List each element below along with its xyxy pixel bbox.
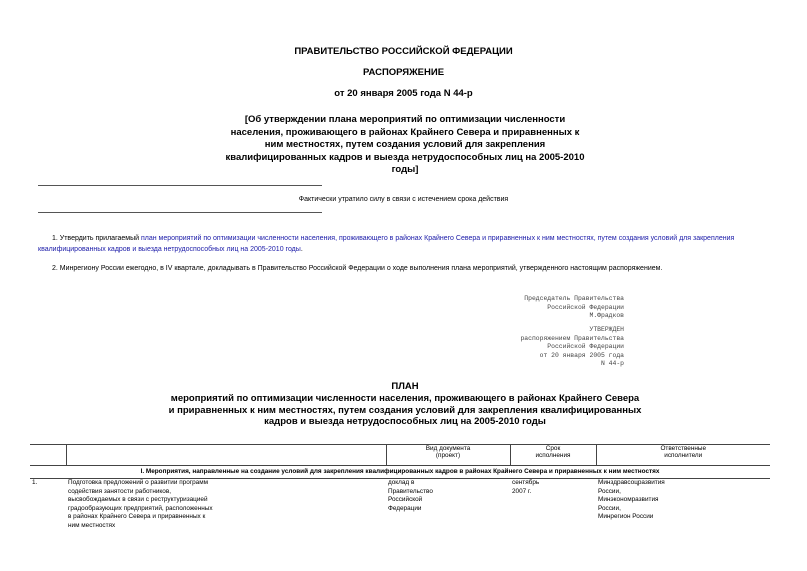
row-executors: [596, 479, 770, 531]
header-label: исполнители: [664, 452, 703, 459]
plan-subtitle-line: мероприятий по оптимизации численности населения, проживающего в районах Крайнего Севера: [170, 392, 640, 404]
plan-heading: [150, 381, 660, 428]
header-label: исполнения: [535, 452, 571, 459]
row-term: [510, 479, 596, 531]
section-row: [30, 466, 770, 479]
paragraph-1-end: .: [300, 245, 303, 253]
document-type: РАСПОРЯЖЕНИЕ: [362, 67, 445, 78]
doc-kind-line: Российской: [388, 496, 423, 504]
signature-line: М.Фрадков: [589, 312, 624, 320]
header-cell-doc-kind: [386, 445, 510, 466]
signature-line: Российской Федерации: [547, 303, 624, 311]
row-number: 1.: [32, 479, 38, 486]
executor-line: России,: [598, 504, 621, 512]
section-title: I. Мероприятия, направленные на создание условий для закрепления квалифицированных кадров в районах Крайнего Севера и приравненных к ним местностях: [30, 466, 770, 479]
row-measure: [66, 479, 386, 531]
executor-line: Минрегион России: [598, 513, 654, 521]
header-label: (проект): [435, 452, 461, 459]
header-label: Ответственные: [660, 445, 707, 452]
government-title: ПРАВИТЕЛЬСТВО РОССИЙСКОЙ ФЕДЕРАЦИИ: [294, 46, 513, 57]
doc-kind-line: Правительство: [388, 487, 433, 495]
doc-kind-line: Федерации: [388, 504, 422, 512]
measure-line: ним местностях: [68, 521, 116, 529]
divider: [38, 185, 322, 186]
plan-table: [30, 444, 770, 531]
measure-line: градообразующих предприятий, расположенных: [68, 504, 213, 512]
term-line: сентябрь: [512, 479, 540, 486]
executor-line: Минздравсоцразвития: [598, 479, 665, 486]
paragraph-1: [38, 234, 770, 255]
approval-line: УТВЕРЖДЕН: [589, 326, 624, 333]
header-cell-executors: [596, 445, 770, 466]
approval-block: [460, 326, 624, 369]
executor-line: России,: [598, 487, 621, 495]
executor-line: Минэкономразвития: [598, 496, 659, 504]
doc-kind-line: доклад в: [388, 479, 415, 486]
measure-line: содействия занятости работников,: [68, 487, 172, 495]
measure-line: Подготовка предложений о развитии программ: [68, 479, 209, 486]
paragraph-1-text: 1. Утвердить прилагаемый: [52, 235, 141, 242]
approval-line: распоряжением Правительства: [520, 334, 624, 342]
paragraph-2: 2. Минрегиону России ежегодно, в IV квартале, докладывать в Правительство Российской Федерации о ходе выполнения плана мероприятий, утвержденного настоящим распоряжением.: [52, 265, 663, 272]
plan-title: ПЛАН: [391, 381, 419, 392]
term-line: 2007 г.: [512, 487, 532, 495]
plan-subtitle-line: и приравненных к ним местностях, путем создания условий для закрепления квалифицированных: [168, 404, 642, 416]
header-label: Вид документа: [425, 445, 471, 452]
signature-block: [460, 295, 624, 321]
table-header: [30, 445, 770, 466]
measure-line: в районах Крайнего Севера и приравненных к: [68, 513, 206, 521]
plan-link[interactable]: план мероприятий по оптимизации численности населения, проживающего в районах Крайнего Севера и приравненных к ним местностях, путем создания условий для закрепления квалифицированных кадров и выезда нетрудоспособных лиц на 2005-2010 годы: [38, 235, 735, 253]
approval-line: от 20 января 2005 года: [539, 351, 624, 359]
header-cell-measure: [66, 445, 386, 466]
header-cell-num: [30, 445, 66, 466]
measure-line: высвобождаемых в связи с реструктуризацией: [68, 496, 208, 504]
divider: [38, 212, 322, 213]
header-cell-term: [510, 445, 596, 466]
plan-subtitle-line: кадров и выезда нетрудоспособных лиц на 2005-2010 годы: [264, 416, 546, 428]
header-label: Срок: [545, 445, 561, 452]
approval-line: Российской Федерации: [547, 343, 624, 351]
approval-line: N 44-р: [600, 360, 624, 368]
signature-line: Председатель Правительства: [524, 295, 624, 302]
document-subject: [Об утверждении плана мероприятий по оптимизации численности населения, проживающего в районах Крайнего Севера и приравненных к ним местностях, путем создания условий для закрепления квалифицированных кадров и выезда нетрудоспособных лиц на 2005-2010 годы]: [225, 114, 585, 175]
status-note: Фактически утратило силу в связи с истечением срока действия: [298, 196, 509, 203]
row-doc-kind: [386, 479, 510, 531]
table-row: [30, 479, 770, 531]
document-date: от 20 января 2005 года N 44-р: [334, 88, 473, 99]
